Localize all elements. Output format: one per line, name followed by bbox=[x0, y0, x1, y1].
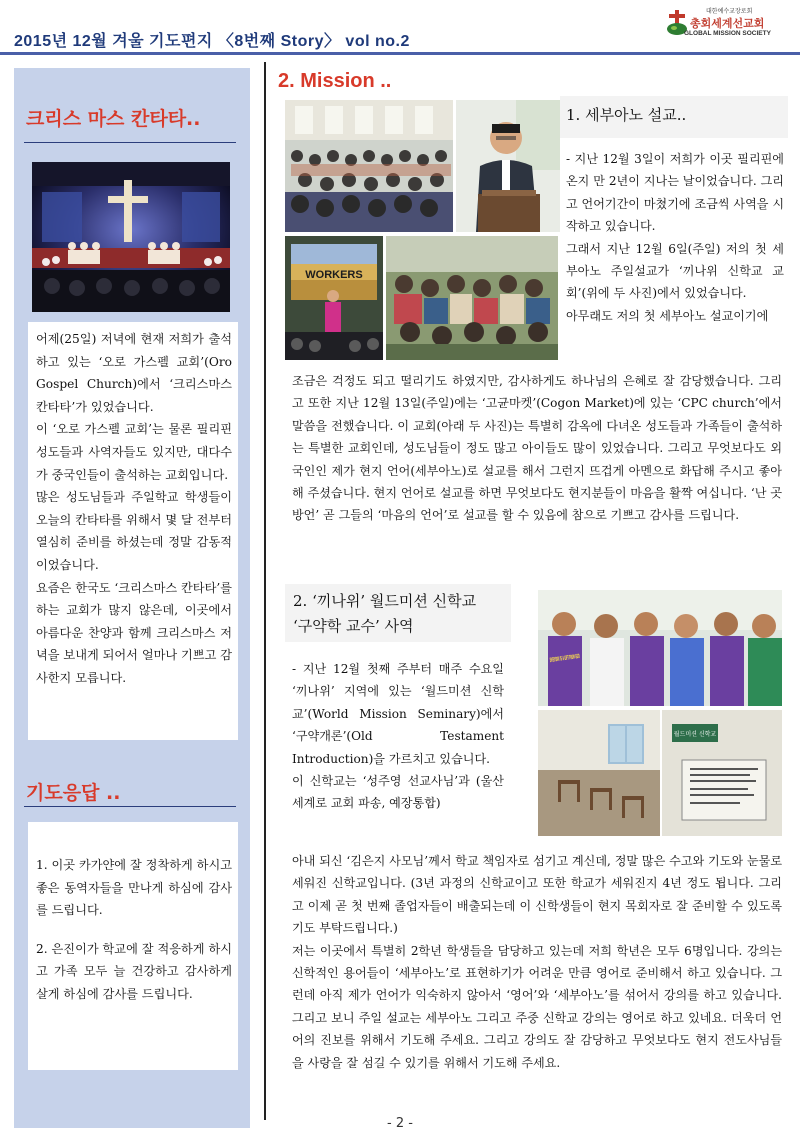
section2-heading-line1: 2. ‘끼나위’ 월드미션 신학교 bbox=[293, 592, 477, 610]
paragraph: 아내 되신 ‘김은지 사모님’께서 학교 책임자로 섬기고 계신데, 정말 많은 수고와 기도와 눈물로 세워진 신학교입니다. (3년 과정의 신학교이고 또한 학교가 세워진지 4년 정도 됩니다. 그리고 이제 곧 첫 번째 졸업자들이 배출되는데 이 신학생들이 현지 목회자로 잘 준비할 수 있도록 기도 부탁드립니다.) bbox=[292, 854, 782, 936]
seminary-classroom-photo bbox=[538, 710, 660, 836]
banner-word: WORKERS bbox=[305, 269, 363, 281]
paragraph: 이 ‘오로 가스펠 교회’는 물론 필리핀 성도들과 사역자들도 있지만, 대다수가 중국인들이 출석하는 교회입니다. bbox=[36, 422, 232, 482]
cpc-church-congregation-photo bbox=[386, 236, 558, 360]
seminary-sign-photo bbox=[662, 710, 782, 836]
christmas-cantata-photo bbox=[32, 162, 230, 312]
header-divider bbox=[0, 52, 800, 55]
sign-title: 월드미션 신학교 bbox=[673, 731, 717, 738]
heading-rule bbox=[24, 142, 236, 143]
paragraph: 아무래도 저의 첫 세부아노 설교이기에 bbox=[566, 308, 769, 323]
logo-denomination: 대한예수교장로회 bbox=[706, 8, 753, 15]
church-stage-photo bbox=[285, 236, 383, 360]
newsletter-title: 2015년 12월 겨울 기도편지 〈8번째 Story〉 vol no.2 bbox=[14, 33, 410, 50]
paragraph: 어제(25일) 저녁에 현재 저희가 출석하고 있는 ‘오로 가스펠 교회’(Oro Gospel Church)에서 ‘크리스마스 칸타타’가 있었습니다. bbox=[36, 332, 232, 414]
section1-heading-box bbox=[560, 96, 788, 138]
prayer-item: 1. 이곳 카가얀에 잘 정착하게 하시고 좋은 동역자들을 만나게 하심에 감사를 드립니다. bbox=[36, 858, 232, 918]
paragraph: 요즘은 한국도 ‘크리스마스 칸타타’를 하는 교회가 많지 않은데, 이곳에서 아름다운 찬양과 함께 크리스마스 저녁을 보내게 되어서 얼마나 기쁘고 감사한지 모릅니다. bbox=[36, 580, 232, 685]
heading-rule bbox=[24, 806, 236, 807]
section2-heading-line2: ‘구약학 교수’ 사역 bbox=[293, 617, 414, 635]
section2-narrow-text bbox=[292, 658, 504, 815]
mission-heading: 2. Mission .. bbox=[278, 70, 392, 92]
paragraph: 많은 성도님들과 주일학교 학생들이 오늘의 칸타타를 위해서 몇 달 전부터 열심히 준비를 하셨는데 정말 감동적이었습니다. bbox=[36, 490, 232, 572]
paragraph: - 지난 12월 첫째 주부터 매주 수요일 ‘끼나위’ 지역에 있는 ‘월드미션 신학교’(World Mission Seminary)에서 ‘구약개론’(Old Testament Introduction)을 가르치고 있습니다. bbox=[292, 662, 504, 766]
christmas-cantata-heading: 크리스 마스 칸타타.. bbox=[26, 108, 201, 130]
paragraph: 조금은 걱정도 되고 떨리기도 하였지만, 감사하게도 하나님의 은혜로 잘 감당했습니다. 그리고 또한 지난 12월 13일(주일)에는 ‘고균마켓’(Cogon Market)에 있는 ‘CPC church’에서 말씀을 전했습니다. 이 교회(아래 두 사진)는 특별히 감옥에 다녀온 성도들과 가족들이 출석하는 특별한 교회인데, 성도님들이 정도 많고 아이들도 많이 있었습니다. 그리고 무엇보다도 외국인인 제가 현지 언어(세부아노)로 설교를 해서 그런지 뜨겁게 아멘으로 화답해 주시고 좋아해 주셨습니다. 현지 언어로 설교를 하면 무엇보다도 현지분들이 마음을 활짝 여십니다. ‘난 곳 방언’ 곧 그들의 ‘마음의 언어’로 설교를 할 수 있음에 참으로 기쁘고 감사를 드립니다. bbox=[292, 374, 782, 523]
section1-heading: 1. 세부아노 설교.. bbox=[566, 106, 687, 124]
section1-wide-text bbox=[292, 370, 782, 527]
column-divider bbox=[264, 62, 266, 1120]
page-number: - 2 - bbox=[387, 1116, 413, 1131]
section2-wide-text bbox=[292, 850, 782, 1074]
prayer-answers-heading: 기도응답 .. bbox=[26, 782, 121, 804]
seminary-students-photo bbox=[538, 590, 782, 706]
prayer-item: 2. 은진이가 학교에 잘 적응하게 하시고 가족 모두 늘 건강하고 감사하게 살게 하심에 감사를 드립니다. bbox=[36, 941, 232, 1001]
paragraph: 이 신학교는 ‘성주영 선교사님’과 (울산 세계로 교회 파송, 예장통합) bbox=[292, 774, 504, 811]
paragraph: - 지난 12월 3일이 저희가 이곳 필리핀에 온지 만 2년이 지나는 날이었습니다. 그리고 언어기간이 마쳤기에 조금씩 사역을 시작하고 있습니다. bbox=[566, 152, 784, 234]
logo-english-name: GLOBAL MISSION SOCIETY bbox=[684, 30, 771, 37]
section1-narrow-text bbox=[566, 148, 784, 327]
preacher-photo bbox=[456, 100, 560, 232]
section2-heading-box bbox=[285, 584, 511, 642]
christmas-cantata-text bbox=[28, 322, 238, 740]
prayer-answers-text bbox=[28, 822, 238, 1070]
logo-name: 총회세계선교회 bbox=[690, 17, 765, 30]
paragraph: 저는 이곳에서 특별히 2학년 학생들을 담당하고 있는데 저희 학년은 모두 6명입니다. 강의는 신학적인 용어들이 ‘세부아노’로 표현하기가 어려운 만큼 영어로 준비해서 하고 있습니다. 그런데 아직 제가 언어가 익숙하지 않아서 ‘영어’와 ‘세부아노’를 섞어서 강의를 하고 있습니다. 그리고 보니 주일 설교는 세부아노 그리고 주중 신학교 강의는 영어로 하고 있네요. 더욱더 언어의 진보를 위해서 기도해 주세요. 그리고 강의도 잘 감당하고 무엇보다도 현지 전도사님들을 사랑을 잘 섬길 수 있기를 위해서 기도해 주세요. bbox=[292, 943, 782, 1070]
paragraph: 그래서 지난 12월 6일(주일) 저의 첫 세부아노 주일설교가 ‘끼나위 신학교 교회’(위에 두 사진)에서 있었습니다. bbox=[566, 241, 784, 301]
church-congregation-photo bbox=[285, 100, 453, 232]
